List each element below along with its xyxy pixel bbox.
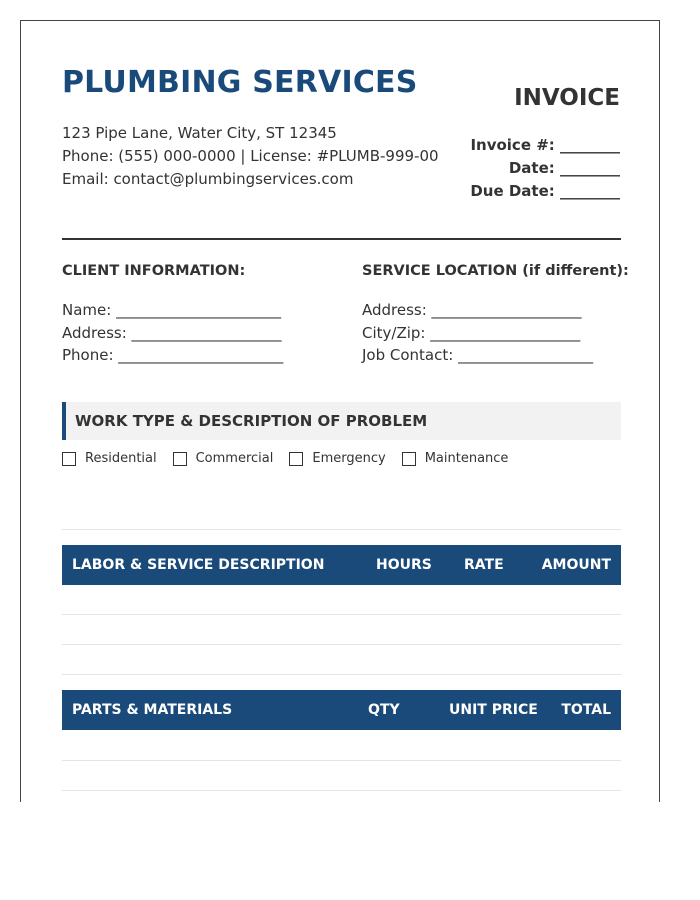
company-phone-license: Phone: (555) 000-0000 | License: #PLUMB-999-00 — [62, 147, 439, 165]
work-type-checkboxes — [62, 451, 524, 466]
labor-row-line — [62, 614, 621, 615]
invoice-due-date-field: Due Date: ________ — [470, 182, 620, 200]
company-contact-block — [62, 122, 439, 191]
parts-table-header — [62, 690, 621, 730]
checkbox-label: Emergency — [312, 451, 386, 466]
service-address-field: Address: ____________________ — [362, 301, 582, 319]
service-location-fields — [362, 299, 593, 367]
labor-row-line — [62, 674, 621, 675]
checkbox-icon[interactable] — [402, 452, 416, 466]
invoice-page — [20, 20, 660, 802]
client-name-field: Name: ______________________ — [62, 301, 282, 319]
header-divider — [62, 238, 621, 240]
checkbox-label: Maintenance — [424, 451, 509, 466]
checkbox-maintenance[interactable] — [402, 451, 509, 466]
work-type-heading: WORK TYPE & DESCRIPTION OF PROBLEM — [75, 412, 428, 430]
client-info-fields — [62, 299, 283, 367]
invoice-title: INVOICE — [514, 85, 620, 111]
checkbox-label: Commercial — [195, 451, 274, 466]
labor-col-hours: HOURS — [376, 557, 432, 573]
client-address-field: Address: ____________________ — [62, 323, 282, 342]
invoice-date-field: Date: ________ — [508, 159, 620, 177]
description-line — [62, 529, 621, 530]
parts-col-total: TOTAL — [561, 702, 611, 718]
checkbox-icon[interactable] — [173, 452, 187, 466]
labor-row-line — [62, 644, 621, 645]
invoice-meta-block — [470, 134, 620, 203]
service-location-heading: SERVICE LOCATION (if different): — [362, 263, 629, 279]
labor-col-description: LABOR & SERVICE DESCRIPTION — [72, 557, 325, 573]
company-email: Email: contact@plumbingservices.com — [62, 170, 354, 188]
service-cityzip-field: City/Zip: ____________________ — [362, 323, 581, 342]
client-info-heading: CLIENT INFORMATION: — [62, 263, 246, 279]
company-address: 123 Pipe Lane, Water City, ST 12345 — [62, 124, 337, 142]
labor-col-rate: RATE — [464, 557, 504, 573]
service-job-contact-field: Job Contact: __________________ — [362, 346, 594, 364]
checkbox-residential[interactable] — [62, 451, 157, 466]
parts-col-qty: QTY — [368, 702, 400, 718]
parts-row-line — [62, 760, 621, 761]
client-phone-field: Phone: ______________________ — [62, 346, 284, 364]
labor-table-header — [62, 545, 621, 585]
parts-row-line — [62, 790, 621, 791]
invoice-number-field: Invoice #: ________ — [470, 136, 620, 154]
checkbox-icon[interactable] — [62, 452, 76, 466]
parts-col-materials: PARTS & MATERIALS — [72, 702, 233, 718]
work-type-section-header — [62, 402, 621, 440]
checkbox-icon[interactable] — [289, 452, 303, 466]
parts-col-unit-price: UNIT PRICE — [449, 702, 538, 718]
checkbox-label: Residential — [85, 451, 157, 466]
labor-col-amount: AMOUNT — [541, 557, 611, 573]
checkbox-commercial[interactable] — [173, 451, 274, 466]
company-name: PLUMBING SERVICES — [62, 65, 418, 100]
checkbox-emergency[interactable] — [289, 451, 385, 466]
